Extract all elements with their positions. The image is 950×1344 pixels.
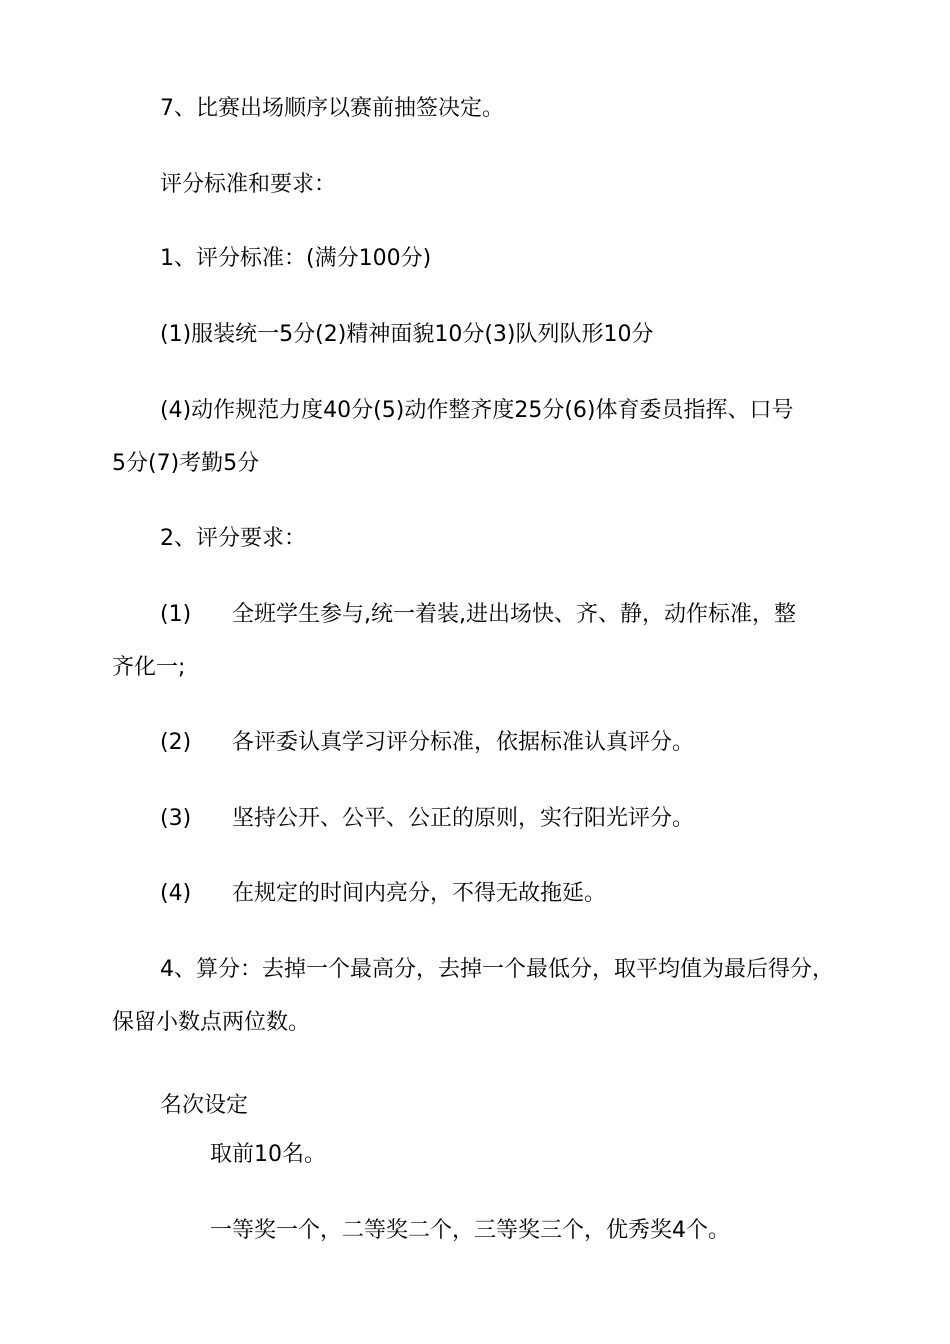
requirement-number: (1) <box>160 602 192 627</box>
requirement-item <box>160 600 796 630</box>
requirement-text: 全班学生参与,统一着装,进出场快、齐、静，动作标准，整 <box>232 602 796 627</box>
requirement-item <box>160 879 606 909</box>
requirements-heading: 2、评分要求： <box>160 526 306 551</box>
rule-7: 7、比赛出场顺序以赛前抽签决定。 <box>160 96 504 121</box>
scoring-heading: 评分标准和要求： <box>160 172 337 197</box>
requirement-text: 各评委认真学习评分标准，依据标准认真评分。 <box>232 730 695 755</box>
ranking-top: 取前10名。 <box>210 1142 326 1167</box>
standard-heading: 1、评分标准：(满分100分) <box>160 246 432 271</box>
requirement-continuation: 齐化一; <box>112 655 186 680</box>
calc-line-1: 4、算分：去掉一个最高分，去掉一个最低分，取平均值为最后得分， <box>160 957 834 982</box>
requirement-text: 坚持公开、公平、公正的原则，实行阳光评分。 <box>232 806 695 831</box>
calc-line-2: 保留小数点两位数。 <box>112 1010 311 1035</box>
requirement-text: 在规定的时间内亮分，不得无故拖延。 <box>232 881 607 906</box>
ranking-awards: 一等奖一个，二等奖二个，三等奖三个，优秀奖4个。 <box>210 1218 730 1243</box>
requirement-item <box>160 804 694 834</box>
requirement-number: (3) <box>160 806 192 831</box>
standard-items-line-1: (1)服装统一5分(2)精神面貌10分(3)队列队形10分 <box>160 322 654 347</box>
requirement-number: (2) <box>160 730 192 755</box>
ranking-heading: 名次设定 <box>160 1093 249 1118</box>
standard-items-line-2a: (4)动作规范力度40分(5)动作整齐度25分(6)体育委员指挥、口号 <box>160 398 794 423</box>
standard-items-line-2b: 5分(7)考勤5分 <box>112 451 260 476</box>
requirement-number: (4) <box>160 881 192 906</box>
requirement-item <box>160 728 694 758</box>
